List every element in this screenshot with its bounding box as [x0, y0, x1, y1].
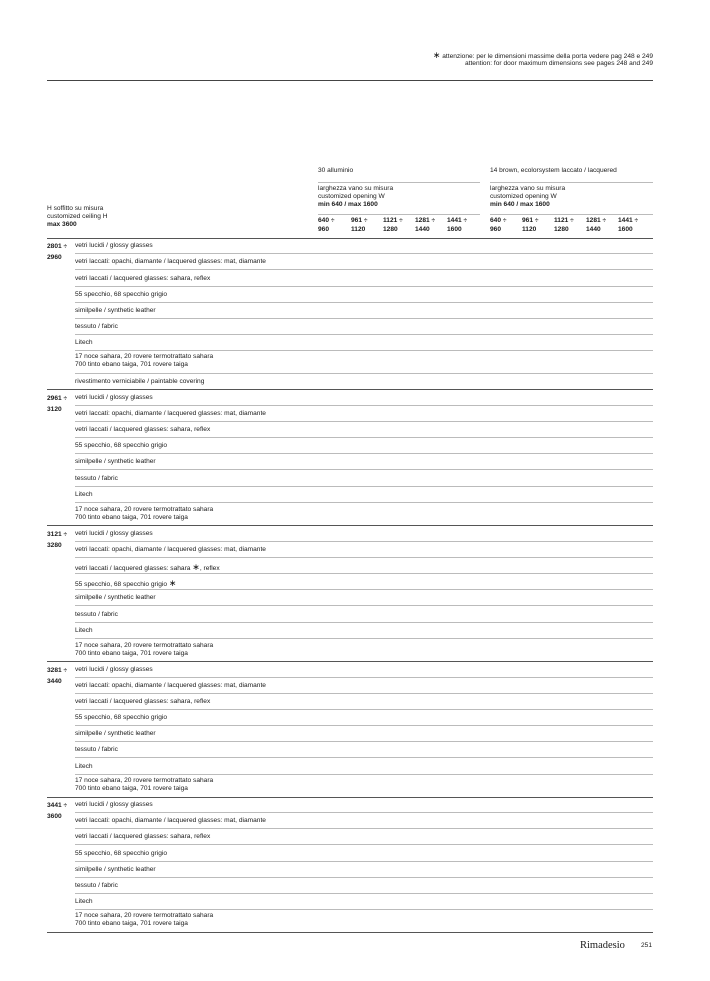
ceiling-line1: H soffitto su misura: [47, 205, 104, 212]
list-item: 17 noce sahara, 20 rovere termotrattato sahara 700 tinto ebano taiga, 701 rovere taiga: [75, 777, 214, 793]
table-bottom-divider: [47, 932, 653, 933]
list-item: vetri lucidi / glossy glasses: [75, 242, 153, 249]
group-divider: [47, 389, 653, 390]
row-divider: [75, 302, 653, 303]
list-item: Litech: [75, 627, 93, 634]
row-divider: [75, 725, 653, 726]
asterisk-icon: ∗: [432, 50, 441, 60]
opening-line1: larghezza vano su misura: [318, 185, 394, 192]
list-item: vetri laccati / lacquered glasses: sahara, reflex: [75, 833, 211, 840]
row-divider: [75, 334, 653, 335]
width-range: 1441 ÷ 1600: [447, 217, 468, 233]
list-item: 17 noce sahara, 20 rovere termotrattato sahara 700 tinto ebano taiga, 701 rovere taiga: [75, 353, 214, 369]
row-divider: [75, 286, 653, 287]
list-item: vetri laccati / lacquered glasses: sahara ∗, reflex: [75, 562, 220, 572]
col-group-1-opening: [318, 185, 393, 210]
list-item: 17 noce sahara, 20 rovere termotrattato sahara 700 tinto ebano taiga, 701 rovere taiga: [75, 912, 214, 928]
row-divider: [75, 373, 653, 374]
row-divider: [75, 253, 653, 254]
list-item: similpelle / synthetic leather: [75, 307, 156, 314]
list-item: Litech: [75, 491, 93, 498]
width-range: 1121 ÷ 1280: [554, 217, 574, 233]
row-divider: [75, 709, 653, 710]
row-divider: [75, 502, 653, 503]
row-divider: [75, 318, 653, 319]
width-range: 640 ÷ 960: [490, 217, 507, 233]
col-group-1-divider: [318, 182, 480, 183]
list-item: similpelle / synthetic leather: [75, 866, 156, 873]
list-item: vetri laccati: opachi, diamante / lacquered glasses: mat, diamante: [75, 258, 266, 265]
height-range: 3441 ÷ 3600: [47, 802, 68, 820]
ceiling-max: max 3600: [47, 221, 77, 229]
ceiling-line2: customized ceiling H: [47, 213, 108, 221]
list-item: rivestimento verniciabile / paintable covering: [75, 378, 205, 385]
row-divider: [75, 844, 653, 845]
row-divider: [75, 877, 653, 878]
width-range: 961 ÷ 1120: [351, 217, 368, 233]
list-item: similpelle / synthetic leather: [75, 730, 156, 737]
list-item: vetri laccati: opachi, diamante / lacquered glasses: mat, diamante: [75, 546, 266, 553]
list-item: 17 noce sahara, 20 rovere termotrattato sahara 700 tinto ebano taiga, 701 rovere taiga: [75, 642, 214, 658]
row-divider: [75, 421, 653, 422]
list-item: 55 specchio, 68 specchio grigio: [75, 442, 168, 449]
row-divider: [75, 486, 653, 487]
list-item: vetri lucidi / glossy glasses: [75, 666, 153, 673]
table-header-divider: [47, 238, 653, 239]
col-group-1-title: 30 alluminio: [318, 167, 354, 174]
row-divider: [75, 269, 653, 270]
list-item: vetri laccati / lacquered glasses: sahara, reflex: [75, 698, 211, 705]
list-item: similpelle / synthetic leather: [75, 594, 156, 601]
width-range: 1441 ÷ 1600: [618, 217, 639, 233]
col-group-2-opening: [490, 185, 565, 210]
col-group-2-divider-2: [490, 214, 653, 215]
attention-note-en: attention: for door maximum dimensions see pages 248 and 249: [464, 60, 653, 67]
brand-logo: Rimadesio: [580, 940, 625, 951]
ceiling-header: [47, 205, 107, 230]
row-divider: [75, 741, 653, 742]
col-group-2-divider: [490, 182, 653, 183]
col-group-1-divider-2: [318, 214, 480, 215]
row-divider: [75, 909, 653, 910]
list-item: vetri laccati / lacquered glasses: sahara, reflex: [75, 426, 211, 433]
list-item: vetri laccati: opachi, diamante / lacquered glasses: mat, diamante: [75, 817, 266, 824]
height-range: 2961 ÷ 3120: [47, 395, 68, 413]
row-divider: [75, 622, 653, 623]
list-item: 55 specchio, 68 specchio grigio: [75, 714, 168, 721]
list-item: 17 noce sahara, 20 rovere termotrattato sahara 700 tinto ebano taiga, 701 rovere taiga: [75, 506, 214, 522]
height-range: 3281 ÷ 3440: [47, 667, 68, 685]
row-divider: [75, 861, 653, 862]
row-divider: [75, 541, 653, 542]
list-item: 55 specchio, 68 specchio grigio: [75, 291, 168, 298]
list-item: vetri laccati: opachi, diamante / lacquered glasses: mat, diamante: [75, 682, 266, 689]
width-range: 1281 ÷ 1440: [586, 217, 607, 233]
col-group-2-title: 14 brown, ecolorsystem laccato / lacquered: [490, 167, 617, 174]
row-divider: [75, 469, 653, 470]
list-item: 55 specchio, 68 specchio grigio: [75, 850, 168, 857]
opening-line1: larghezza vano su misura: [490, 185, 566, 192]
row-divider: [75, 453, 653, 454]
row-divider: [75, 774, 653, 775]
list-item: 55 specchio, 68 specchio grigio ∗: [75, 578, 177, 588]
opening-minmax: min 640 / max 1600: [318, 201, 378, 209]
list-item: tessuto / fabric: [75, 746, 118, 753]
list-item: tessuto / fabric: [75, 323, 118, 330]
row-divider: [75, 677, 653, 678]
group-divider: [47, 661, 653, 662]
list-item: Litech: [75, 763, 93, 770]
page-number: 251: [641, 942, 653, 949]
list-item: Litech: [75, 339, 93, 346]
row-divider: [75, 437, 653, 438]
list-item: similpelle / synthetic leather: [75, 458, 156, 465]
height-range: 3121 ÷ 3280: [47, 531, 68, 549]
row-divider: [75, 605, 653, 606]
list-item: vetri lucidi / glossy glasses: [75, 801, 153, 808]
asterisk-icon: ∗: [192, 562, 200, 572]
width-range: 961 ÷ 1120: [522, 217, 539, 233]
row-divider: [75, 557, 653, 558]
height-range: 2801 ÷ 2960: [47, 243, 68, 261]
list-item: tessuto / fabric: [75, 475, 118, 482]
asterisk-icon: ∗: [168, 578, 177, 588]
list-item: vetri laccati: opachi, diamante / lacquered glasses: mat, diamante: [75, 410, 266, 417]
list-item: Litech: [75, 898, 93, 905]
opening-line2: customized opening W: [490, 193, 557, 201]
list-item: vetri lucidi / glossy glasses: [75, 394, 153, 401]
list-item: tessuto / fabric: [75, 882, 118, 889]
row-divider: [75, 350, 653, 351]
width-range: 640 ÷ 960: [318, 217, 335, 233]
row-divider: [75, 638, 653, 639]
row-divider: [75, 757, 653, 758]
list-item: vetri lucidi / glossy glasses: [75, 530, 153, 537]
group-divider: [47, 525, 653, 526]
row-divider: [75, 828, 653, 829]
width-range: 1281 ÷ 1440: [415, 217, 436, 233]
opening-minmax: min 640 / max 1600: [490, 201, 550, 209]
top-divider: [47, 80, 653, 81]
opening-line2: customized opening W: [318, 193, 385, 201]
list-item: tessuto / fabric: [75, 611, 118, 618]
row-divider: [75, 405, 653, 406]
list-item: vetri laccati / lacquered glasses: sahara, reflex: [75, 275, 211, 282]
attention-note-it-text: attenzione: per le dimensioni massime della porta vedere pag 248 e 249: [442, 53, 653, 60]
row-divider: [75, 893, 653, 894]
group-divider: [47, 797, 653, 798]
row-divider: [75, 573, 653, 574]
width-range: 1121 ÷ 1280: [383, 217, 403, 233]
row-divider: [75, 693, 653, 694]
row-divider: [75, 812, 653, 813]
row-divider: [75, 589, 653, 590]
